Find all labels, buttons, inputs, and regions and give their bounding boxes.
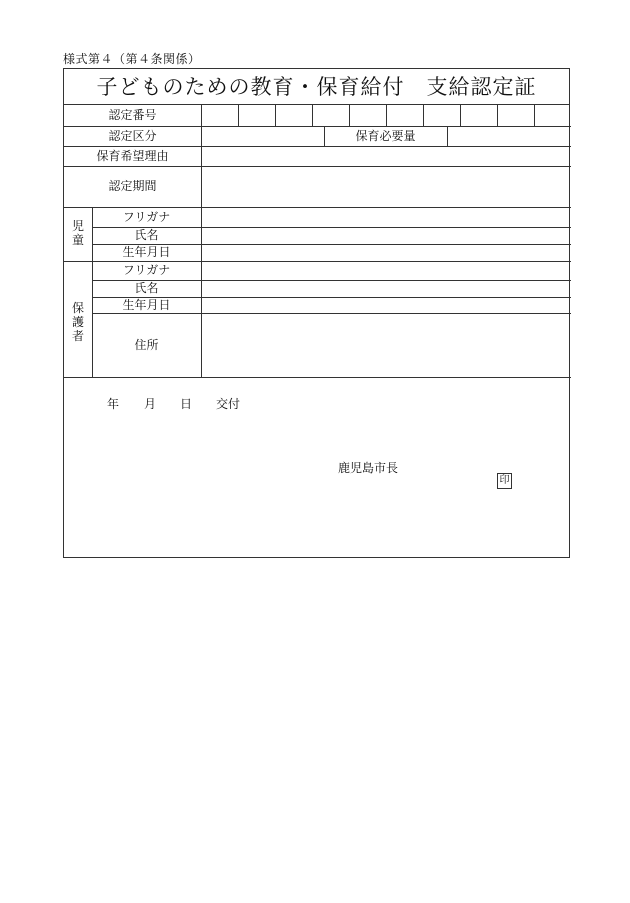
guardian-birthdate-label: 生年月日 — [122, 298, 171, 312]
form-number-label: 様式第４（第４条関係） — [63, 52, 201, 66]
issue-day-label: 日 — [180, 397, 193, 411]
guardian-furigana-label: フリガナ — [122, 263, 171, 277]
child-group-label: 児 童 — [71, 219, 84, 247]
guardian-address-label: 住所 — [134, 338, 159, 352]
digit-divider — [386, 105, 387, 126]
issued-label: 交付 — [216, 397, 241, 411]
care-need-label: 保育必要量 — [355, 129, 416, 143]
certificate-form — [63, 68, 570, 558]
cert-category-label: 認定区分 — [108, 129, 157, 143]
child-furigana-label: フリガナ — [122, 210, 171, 224]
digit-divider — [423, 105, 424, 126]
cert-period-label: 認定期間 — [108, 179, 157, 193]
label-column-divider — [201, 105, 202, 377]
cert-number-label: 認定番号 — [108, 108, 157, 122]
digit-divider — [460, 105, 461, 126]
care-reason-label: 保育希望理由 — [96, 149, 169, 163]
digit-divider — [238, 105, 239, 126]
care-need-divider — [447, 126, 448, 146]
digit-divider — [275, 105, 276, 126]
row-divider — [64, 377, 571, 378]
digit-divider — [534, 105, 535, 126]
digit-divider — [497, 105, 498, 126]
seal-stamp: 印 — [497, 473, 512, 489]
guardian-group-label: 保 護 者 — [71, 301, 84, 343]
issuer-label: 鹿児島市長 — [338, 461, 399, 475]
digit-divider — [349, 105, 350, 126]
child-birthdate-label: 生年月日 — [122, 245, 171, 259]
issue-year-label: 年 — [107, 397, 120, 411]
child-name-label: 氏名 — [134, 228, 159, 242]
form-title: 子どものための教育・保育給付 支給認定証 — [64, 69, 569, 105]
guardian-name-label: 氏名 — [134, 281, 159, 295]
issue-month-label: 月 — [144, 397, 157, 411]
digit-divider — [312, 105, 313, 126]
